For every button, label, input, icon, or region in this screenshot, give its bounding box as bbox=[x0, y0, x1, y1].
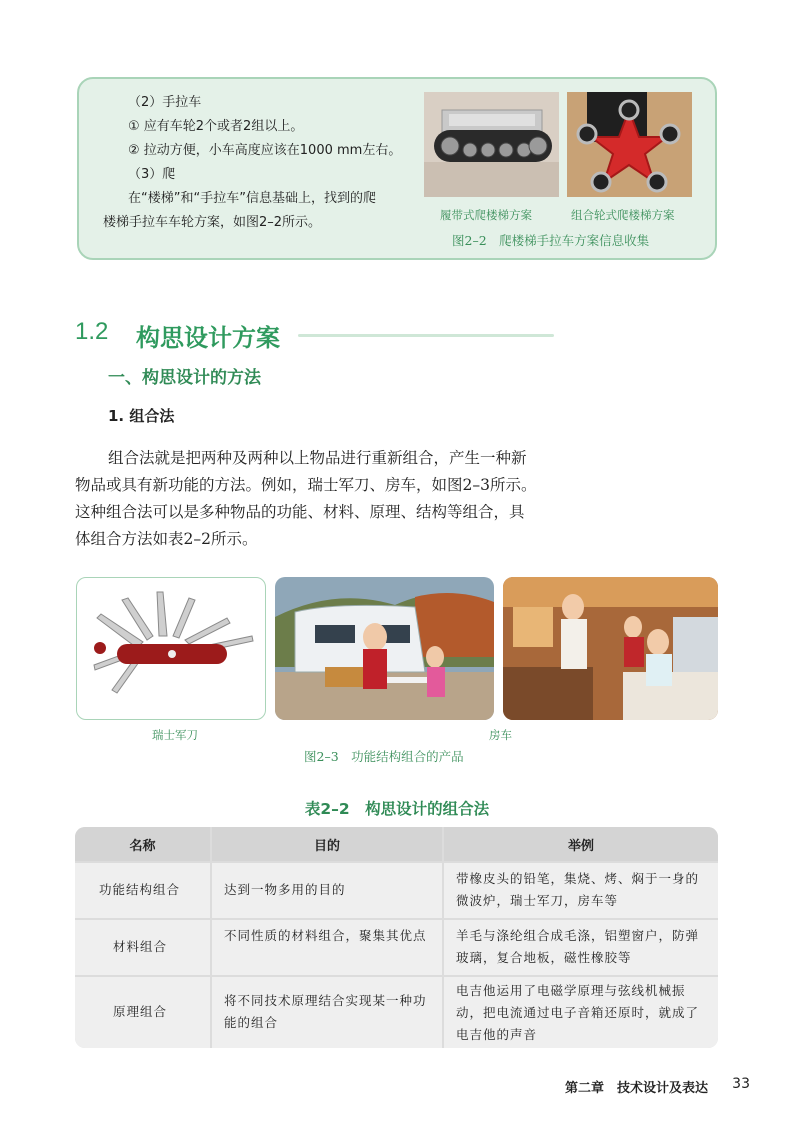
footer-chapter: 第二章 技术设计及表达 bbox=[564, 1081, 708, 1096]
table-cell bbox=[444, 920, 718, 975]
star-wheel-photo bbox=[567, 92, 692, 197]
paragraph-line: 组合法就是把两种及两种以上物品进行重新组合，产生一种新 bbox=[108, 449, 527, 467]
row-purpose: 不同性质的材料组合，聚集其优点 bbox=[224, 928, 427, 943]
table-header: 目的 bbox=[212, 827, 442, 861]
tracked-climber-photo bbox=[424, 92, 559, 197]
rv-interior-photo bbox=[503, 577, 718, 720]
caption-star-wheel: 组合轮式爬楼梯方案 bbox=[571, 208, 675, 222]
section-title: 构思设计方案 bbox=[136, 324, 280, 352]
method-heading: 1. 组合法 bbox=[108, 407, 175, 425]
row-example: 带橡皮头的铅笔，集烧、烤、焖于一身的微波炉，瑞士军刀，房车等 bbox=[456, 871, 700, 908]
row-example: 羊毛与涤纶组合成毛涤，铝塑窗户，防弹玻璃，复合地板，磁性橡胶等 bbox=[456, 928, 700, 965]
caption-knife: 瑞士军刀 bbox=[152, 728, 198, 742]
info-line: 在“楼梯”和“手拉车”信息基础上，找到的爬 bbox=[128, 191, 376, 206]
info-line: 楼梯手拉车车轮方案，如图2–2所示。 bbox=[103, 215, 322, 230]
table-header: 名称 bbox=[75, 827, 210, 861]
row-purpose: 达到一物多用的目的 bbox=[224, 882, 346, 897]
paragraph-line: 体组合方法如表2–2所示。 bbox=[75, 530, 258, 548]
section-number: 1.2 bbox=[75, 318, 109, 345]
figure-caption-2-2: 图2–2 爬楼梯手拉车方案信息收集 bbox=[452, 233, 650, 248]
row-name: 原理组合 bbox=[113, 1004, 168, 1019]
info-line: （2）手拉车 bbox=[128, 95, 202, 110]
row-purpose: 将不同技术原理结合实现某一种功能的组合 bbox=[224, 993, 427, 1030]
row-example: 电吉他运用了电磁学原理与弦线机械振动，把电流通过电子音箱还原时，就成了电吉他的声音 bbox=[456, 983, 700, 1042]
table-cell bbox=[212, 920, 442, 975]
info-line: （3）爬 bbox=[128, 167, 176, 182]
section-rule bbox=[298, 334, 554, 337]
table-title: 表2–2 构思设计的组合法 bbox=[304, 800, 490, 818]
swiss-army-knife-photo bbox=[76, 577, 266, 720]
table-cell bbox=[212, 977, 442, 1048]
row-name: 材料组合 bbox=[113, 939, 168, 954]
page-number: 33 bbox=[732, 1076, 750, 1092]
paragraph-line: 物品或具有新功能的方法。例如，瑞士军刀、房车，如图2–3所示。 bbox=[75, 476, 537, 494]
info-line: ② 拉动方便，小车高度应该在1000 mm左右。 bbox=[128, 143, 402, 158]
caption-rv: 房车 bbox=[489, 728, 512, 742]
figure-caption-2-3: 图2–3 功能结构组合的产品 bbox=[304, 749, 464, 764]
table-cell bbox=[444, 977, 718, 1048]
table-row bbox=[75, 863, 210, 918]
table-cell bbox=[212, 863, 442, 918]
table-cell bbox=[444, 863, 718, 918]
rv-exterior-photo bbox=[275, 577, 494, 720]
row-name: 功能结构组合 bbox=[99, 882, 181, 897]
info-line: ① 应有车轮2个或者2组以上。 bbox=[128, 119, 304, 134]
table-row bbox=[75, 920, 210, 975]
caption-tracked: 履带式爬楼梯方案 bbox=[440, 208, 532, 222]
paragraph-line: 这种组合法可以是多种物品的功能、材料、原理、结构等组合，具 bbox=[75, 503, 525, 521]
subsection-title: 一、构思设计的方法 bbox=[108, 368, 261, 388]
table-row bbox=[75, 977, 210, 1048]
table-header: 举例 bbox=[444, 827, 718, 861]
combination-table bbox=[75, 827, 718, 1048]
